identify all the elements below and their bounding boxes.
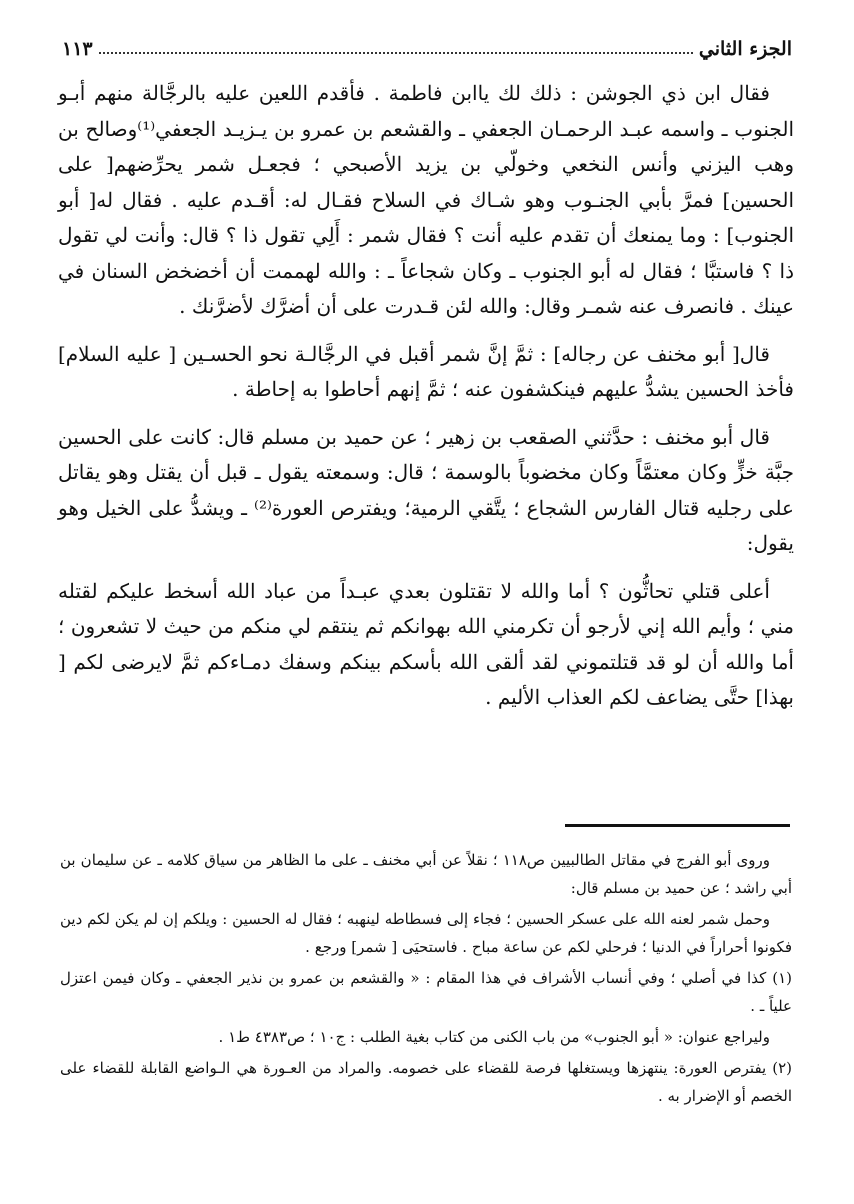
footnote-separator xyxy=(565,824,790,827)
page-number: ١١٣ xyxy=(62,38,93,60)
paragraph: أعلى قتلي تحاثُّون ؟ أما والله لا تقتلون بعدي عبـداً من عباد الله أسخط عليكم لقتله مني ؛ وأيم الله إني لأرجو أن تكرمني الله بهوانكم ثم ينتقم لي منكم من حيث لا تشعرون ؛ أما والله أن لو قد قتلتموني لقد ألقى الله بأسكم بينكم وسفك دمـاءكم ثمَّ لايرضى لكم [ بهذا] حتَّى يضاعف لكم العذاب الأليم . xyxy=(58,578,794,709)
footnote-text: كذا في أصلي ؛ وفي أنساب الأشراف في هذا المقام : « والقشعم بن عمرو بن نذير الجعفي ـ وكان فيمن اعتزل علياً ـ . xyxy=(60,969,792,1015)
footnote-text: وليراجع عنوان: « أبو الجنوب» من باب الكنى من كتاب بغية الطلب : ج١٠ ؛ ص٤٣٨٣ ط١ . xyxy=(218,1028,770,1046)
page-header xyxy=(62,30,792,60)
main-text xyxy=(58,76,794,728)
running-title: الجزء الثاني xyxy=(698,38,792,60)
footnote-text: يفترص العورة: ينتهزها ويستغلها فرصة للقضاء على خصومه. والمراد من العـورة هي الـواضع القابلة للقضاء على الخصم أو الإضرار به . xyxy=(60,1059,792,1105)
footnote-1 xyxy=(60,964,792,1020)
footnote-2 xyxy=(60,1054,792,1110)
footnote-mark: (١) xyxy=(772,969,792,987)
paragraph: قال أبو مخنف : حدَّثني الصقعب بن زهير ؛ عن حميد بن مسلم قال: كانت على الحسين جبَّة خزٍّ وكان معتمَّاً وكان مخضوباً بالوسمة ؛ قال: وسمعته يقول ـ قبل أن يقتل وهو يقاتل على رجليه قتال الفارس الشجاع ؛ يتَّقي الرمية؛ ويفترص العورة⁽²⁾ ـ ويشدُّ على الخيل وهو يقول: xyxy=(58,424,794,555)
header-dotted-leader xyxy=(99,52,693,54)
paragraph: قال[ أبو مخنف عن رجاله] : ثمَّ إنَّ شمر أقبل في الرجَّالـة نحو الحسـين [ عليه السلام] فأخذ الحسين يشدُّ عليهم فينكشفون عنه ؛ ثمَّ إنهم أحاطوا به إحاطة . xyxy=(58,341,794,401)
footnote-mark: (٢) xyxy=(772,1059,792,1077)
footnote-continuation: وروى أبو الفرج في مقاتل الطالبيين ص١١٨ ؛ نقلاً عن أبي مخنف ـ على ما الظاهر من سياق كلامه ـ عن سليمان بن أبي راشد ؛ عن حميد بن مسلم قال: xyxy=(60,851,792,897)
footnote-1-continued xyxy=(60,1023,792,1051)
paragraph: فقال ابن ذي الجوشن : ذلك لك ياابن فاطمة . فأقدم اللعين عليه بالرجَّالة منهم أبـو الجنوب ـ واسمه عبـد الرحمـان الجعفي ـ والقشعم بن عمرو بن يـزيـد الجعفي⁽¹⁾وصالح بن وهب اليزني وأنس النخعي وخولّي بن يزيد الأصبحي ؛ فجعـل شمر يحرِّضهم[ على الحسين] فمرَّ بأبي الجنـوب وهو شـاك في السلاح فقـال له: أقـدم عليه . فقال له[ أبو الجنوب] : وما يمنعك أن تقدم عليه أنت ؟ فقال شمر : أَلِي تقول ذا ؟ قال: وأنت لي تقول ذا ؟ فاستبَّا ؛ فقال له أبو الجنوب ـ وكان شجاعاً ـ : والله لهممت أن أخضخض السنان في عينك . فانصرف عنه شمـر وقال: والله لئن قـدرت على أن أضرَّك لأضرَّنك . xyxy=(58,81,794,318)
footnotes xyxy=(60,846,792,1113)
footnote-continuation: وحمل شمر لعنه الله على عسكر الحسين ؛ فجاء إلى فسطاطه لينهبه ؛ فقال له الحسين : ويلكم إن لم يكن لكم دين فكونوا أحراراً في الدنيا ؛ فرحلي لكم عن ساعة مباح . فاستحيَى [ شمر] ورجع . xyxy=(60,910,792,956)
